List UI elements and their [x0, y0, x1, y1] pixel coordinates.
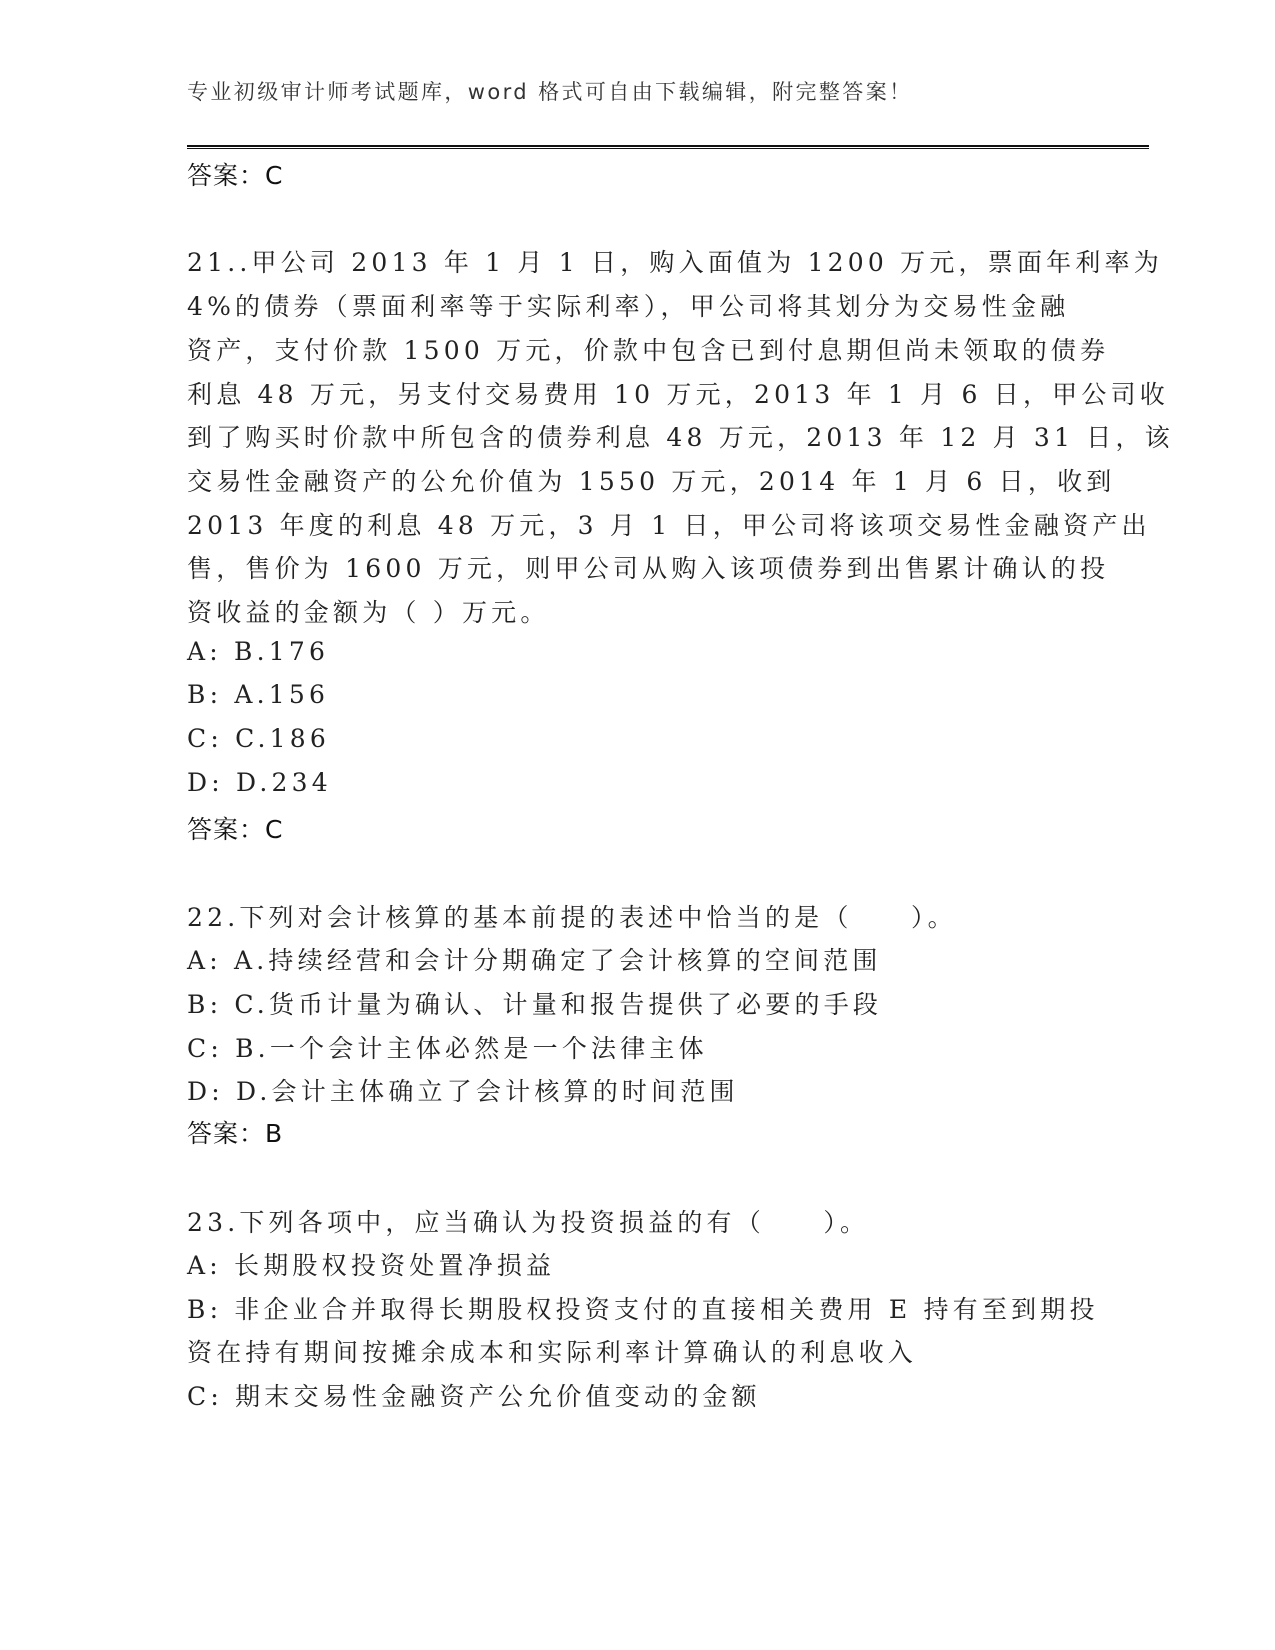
option-b-continued: 资在持有期间按摊余成本和实际利率计算确认的利息收入 — [187, 1338, 918, 1367]
page-header: 专业初级审计师考试题库，word 格式可自由下载编辑，附完整答案！ — [187, 80, 913, 104]
question-text-line: 资产，支付价款 1500 万元，价款中包含已到付息期但尚未领取的债券 — [187, 336, 1110, 365]
option-a: A: A.持续经营和会计分期确定了会计核算的空间范围 — [187, 946, 882, 975]
option-c: C: C.186 — [187, 724, 330, 753]
answer-label: 答案：C — [187, 815, 284, 844]
option-a: A: B.176 — [187, 637, 330, 666]
option-b: B: 非企业合并取得长期股权投资支付的直接相关费用 E 持有至到期投 — [187, 1295, 1099, 1324]
option-b: B: C.货币计量为确认、计量和报告提供了必要的手段 — [187, 990, 883, 1019]
option-d: D: D.234 — [187, 768, 332, 797]
question-text-line: 到了购买时价款中所包含的债券利息 48 万元，2013 年 12 月 31 日，该 — [187, 423, 1174, 452]
option-c: C: B.一个会计主体必然是一个法律主体 — [187, 1034, 708, 1063]
option-a: A: 长期股权投资处置净损益 — [187, 1251, 556, 1280]
option-b: B: A.156 — [187, 680, 330, 709]
header-divider — [187, 145, 1149, 149]
question-text-line: 资收益的金额为（ ）万元。 — [187, 598, 550, 627]
question-text-line: 23.下列各项中，应当确认为投资损益的有（ ）。 — [187, 1208, 870, 1237]
option-c: C: 期末交易性金融资产公允价值变动的金额 — [187, 1382, 761, 1411]
question-text-line: 售，售价为 1600 万元，则甲公司从购入该项债券到出售累计确认的投 — [187, 554, 1110, 583]
question-text-line: 4%的债券（票面利率等于实际利率），甲公司将其划分为交易性金融 — [187, 292, 1070, 321]
question-text-line: 2013 年度的利息 48 万元，3 月 1 日，甲公司将该项交易性金融资产出 — [187, 511, 1151, 540]
question-text-line: 利息 48 万元，另支付交易费用 10 万元，2013 年 1 月 6 日，甲公司收 — [187, 380, 1169, 409]
question-text-line: 22.下列对会计核算的基本前提的表述中恰当的是（ ）。 — [187, 903, 957, 932]
answer-label: 答案：C — [187, 161, 284, 190]
option-d: D: D.会计主体确立了会计核算的时间范围 — [187, 1077, 739, 1106]
question-text-line: 21..甲公司 2013 年 1 月 1 日，购入面值为 1200 万元，票面年利率为 — [187, 248, 1163, 277]
answer-label: 答案：B — [187, 1119, 284, 1148]
question-text-line: 交易性金融资产的公允价值为 1550 万元，2014 年 1 月 6 日，收到 — [187, 467, 1116, 496]
